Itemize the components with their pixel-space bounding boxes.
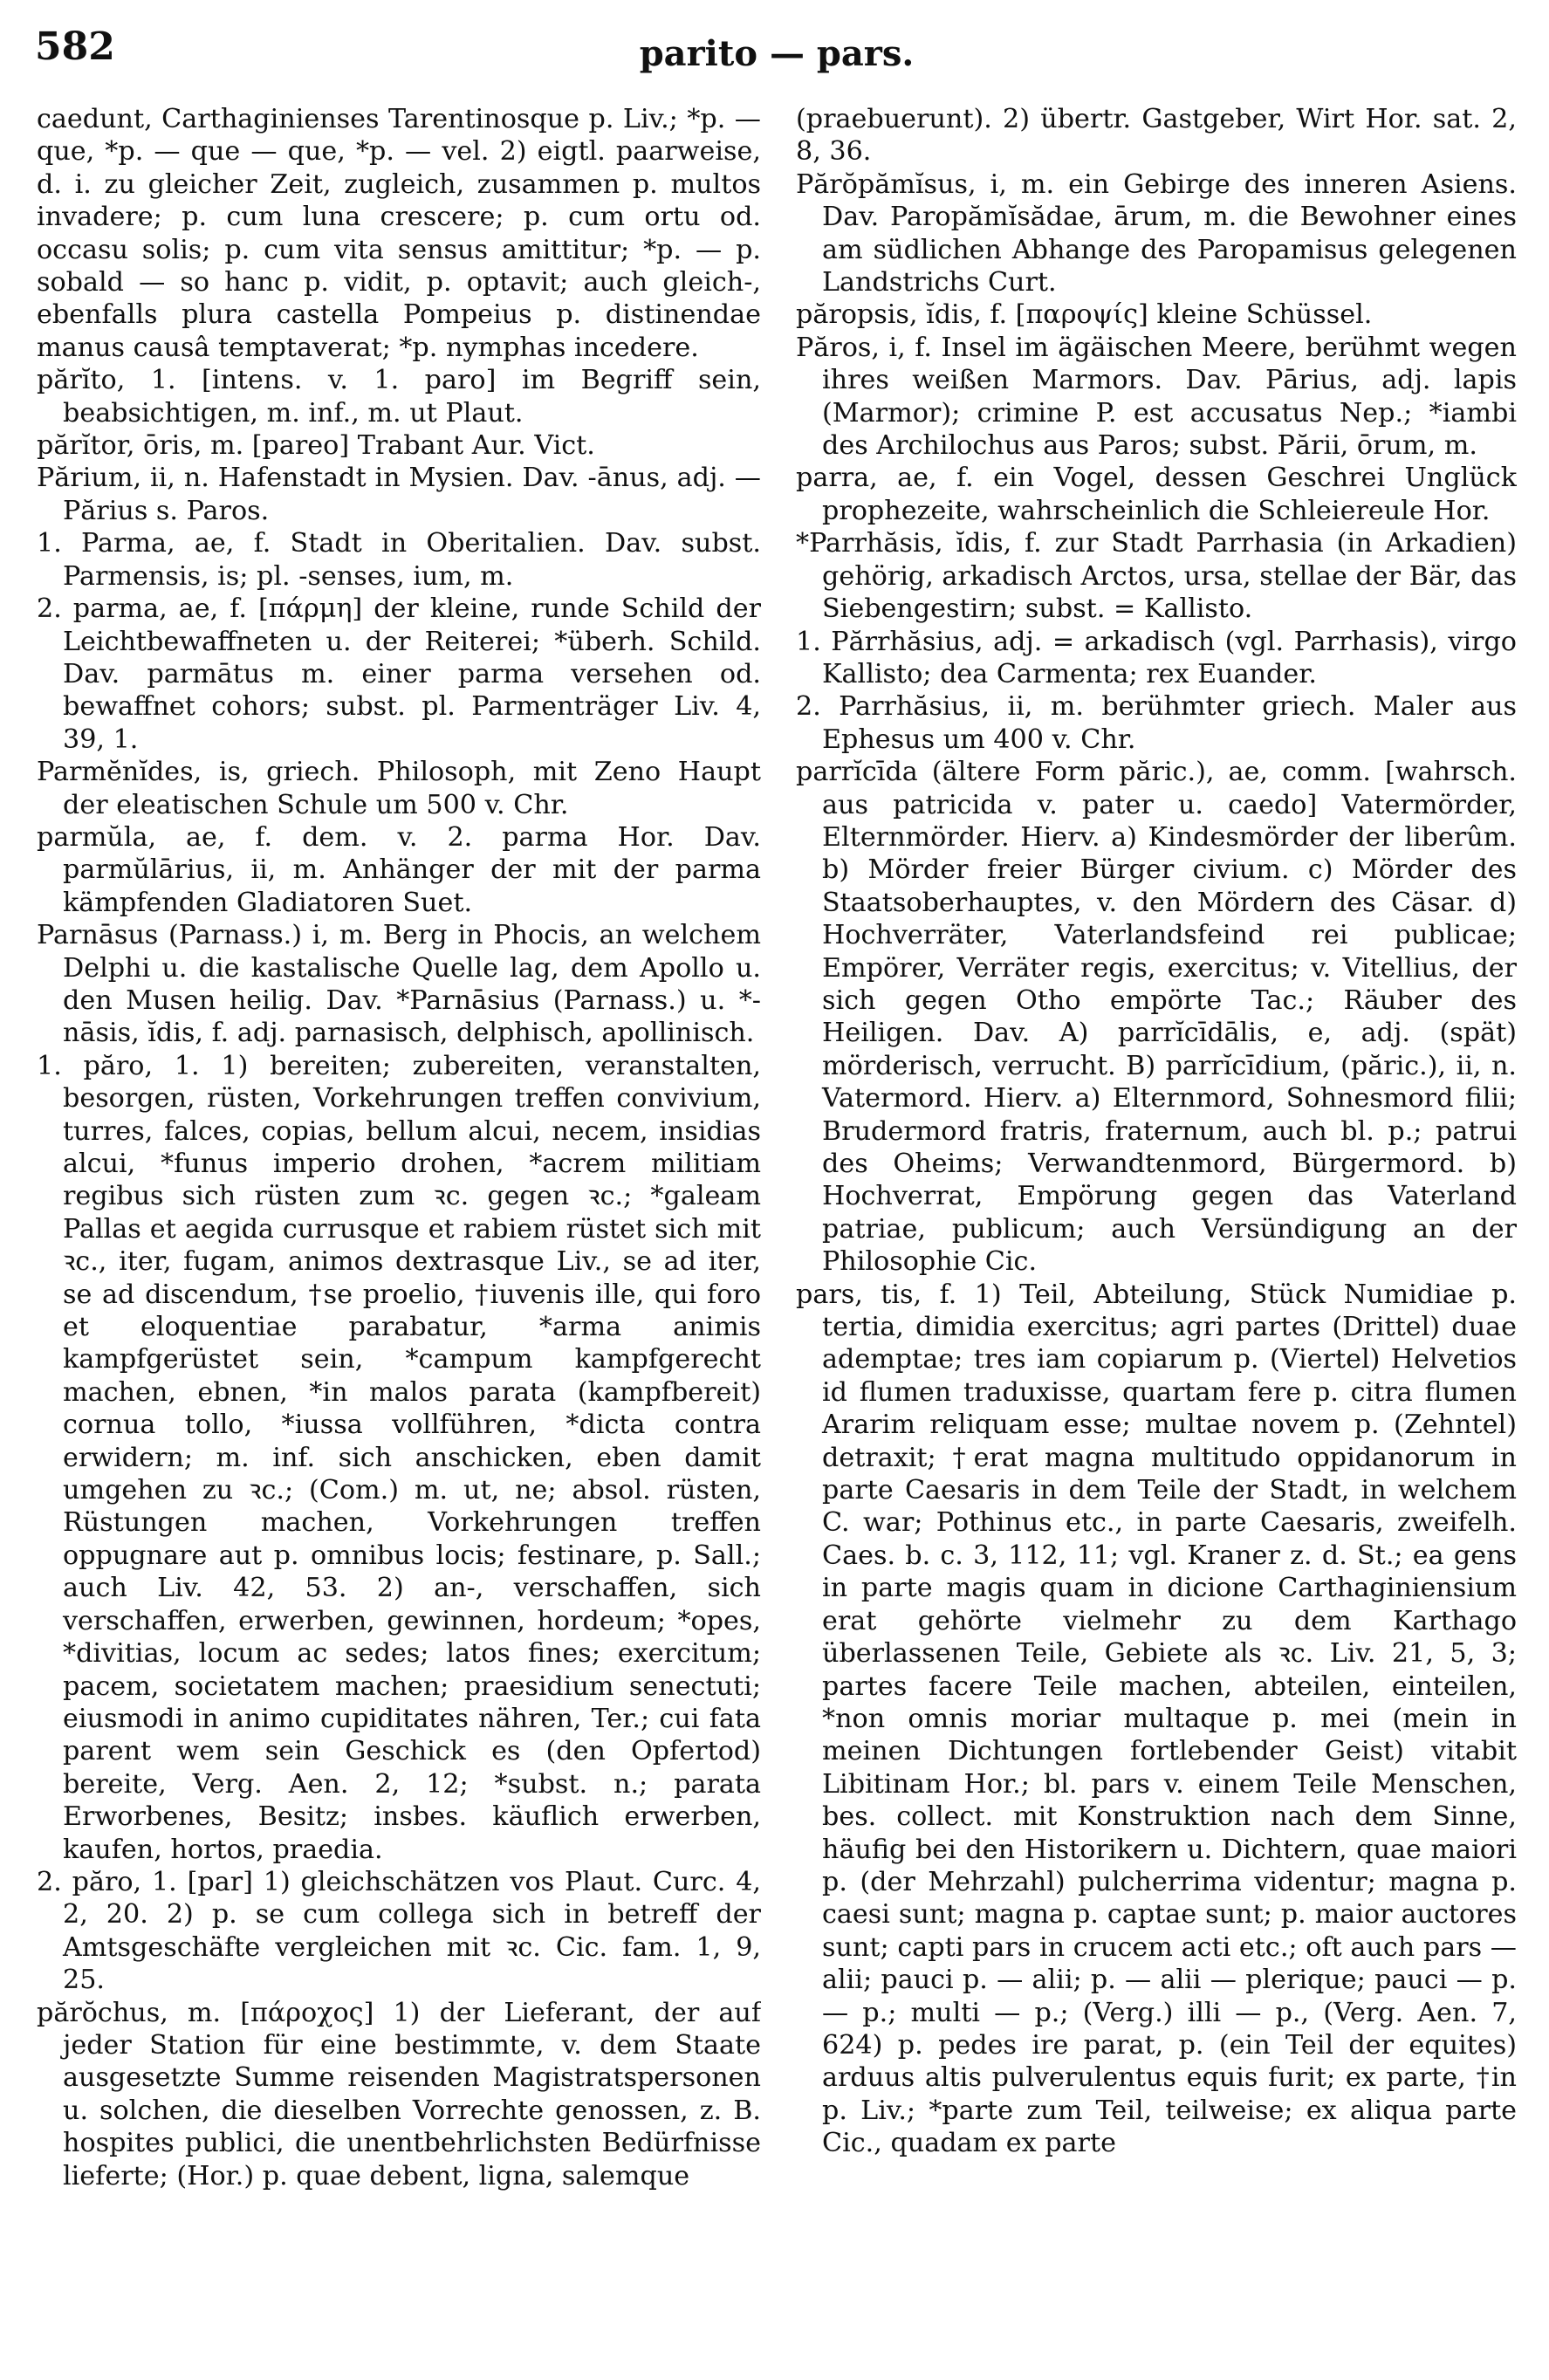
dictionary-entry: 1. păro, 1. 1) bereiten; zubereiten, veranstalten, besorgen, rüsten, Vorkehrungen treffen convivium, turres, falces, copias, bellum alcui, necem, insidias alcui, *funus imperio drohen, *acrem militiam regibus sich rüsten zum ꝛc. gegen ꝛc.; *galeam Pallas et aegida currusque et rabiem rüstet sich mit ꝛc., iter, fugam, animos dextrasque Liv., se ad iter, se ad discendum, †se proelio, †iuvenis ille, qui foro et eloquentiae parabatur, *arma animis kampfgerüstet sein, *campum kampfgerecht machen, ebnen, *in malos parata (kampfbereit) cornua tollo, *iussa vollführen, *dicta contra erwidern; m. inf. sich anschicken, eben damit umgehen zu ꝛc.; (Com.) m. ut, ne; absol. rüsten, Rüstungen machen, Vorkehrungen treffen oppugnare aut p. omnibus locis; festinare, p. Sall.; auch Liv. 42, 53. 2) an-, verschaffen, sich verschaffen, erwerben, gewinnen, hordeum; *opes, *divitias, locum ac sedes; latos fines; exercitum; pacem, societatem machen; praesidium senectuti; eiusmodi in animo cupiditates nähren, Ter.; cui fata parent wem sein Geschick es (den Opfertod) bereite, Verg. Aen. 2, 12; *subst. n.; parata Erworbenes, Besitz; insbes. käuflich erwerben, kaufen, hortos, praedia. [37, 1050, 761, 1865]
dictionary-entry: Parnāsus (Parnass.) i, m. Berg in Phocis, an welchem Delphi u. die kastalische Quelle lag, dem Apollo u. den Musen heilig. Dav. *Parnāsius (Parnass.) u. *-nāsis, ĭdis, f. adj. parnasisch, delphisch, apollinisch. [37, 920, 761, 1049]
right-column [796, 103, 1517, 2363]
dictionary-entry: părĭto, 1. [intens. v. 1. paro] im Begriff sein, beabsichtigen, m. inf., m. ut Plaut. [37, 365, 761, 429]
dictionary-entry: pars, tis, f. 1) Teil, Abteilung, Stück Numidiae p. tertia, dimidia exercitus; agri partes (Drittel) duae ademptae; tres iam copiarum p. (Viertel) Helvetios id flumen traduxisse, quartam fere p. citra flumen Ararim reliquam esse; multae novem p. (Zehntel) detraxit; †erat magna multitudo oppidanorum in parte Caesaris in dem Teile der Stadt, in welchem C. war; Pothinus etc., in parte Caesaris, zweifelh. Caes. b. c. 3, 112, 11; vgl. Kraner z. d. St.; ea gens in parte magis quam in dicione Carthaginiensium erat gehörte vielmehr zu dem Karthago überlassenen Teile, Gebiete als ꝛc. Liv. 21, 5, 3; partes facere Teile machen, abteilen, einteilen, *non omnis moriar multaque p. mei (mein in meinen Dichtungen fortlebender Geist) vitabit Libitinam Hor.; bl. pars v. einem Teile Menschen, bes. collect. mit Konstruktion nach dem Sinne, häufig bei den Historikern u. Dichtern, quae maiori p. (der Mehrzahl) pulcherrima videntur; magna p. caesi sunt; magna p. captae sunt; p. maior auctores sunt; capti pars in crucem acti etc.; oft auch pars — alii; pauci p. — alii; p. — alii — plerique; pauci — p. — p.; multi — p.; (Verg.) illi — p., (Verg. Aen. 7, 624) p. pedes ire parat, p. (ein Teil der equites) arduus altis pulverulentus equis furit; ex parte, †in p. Liv.; *parte zum Teil, teilweise; ex aliqua parte Cic., quadam ex parte [796, 1279, 1517, 2159]
dictionary-entry: părŏchus, m. [πάροχος] 1) der Lieferant, der auf jeder Station für eine bestimmte, v. dem Staate ausgesetzte Summe reisenden Magistratspersonen u. solchen, die dieselben Vorrechte genossen, z. B. hospites publici, die unentbehrlichsten Bedürfnisse lieferte; (Hor.) p. quae debent, ligna, salemque [37, 1997, 761, 2191]
dictionary-entry: păropsis, ĭdis, f. [παροψίς] kleine Schüssel. [796, 299, 1373, 331]
dictionary-entry: 2. parma, ae, f. [πάρμη] der kleine, runde Schild der Leichtbewaffneten u. der Reiterei; *überh. Schild. Dav. parmātus m. einer parma versehen od. bewaffnet cohors; subst. pl. Parmenträger Liv. 4, 39, 1. [37, 593, 761, 755]
dictionary-entry: 2. păro, 1. [par] 1) gleichschätzen vos Plaut. Curc. 4, 2, 20. 2) p. se cum collega sich in betreff der Amtsgeschäfte vergleichen mit ꝛc. Cic. fam. 1, 9, 25. [37, 1866, 761, 1996]
dictionary-entry: (praebuerunt). 2) übertr. Gastgeber, Wirt Hor. sat. 2, 8, 36. [796, 104, 1517, 168]
dictionary-entry: 2. Parrhăsius, ii, m. berühmter griech. Maler aus Ephesus um 400 v. Chr. [796, 691, 1517, 755]
dictionary-entry: 1. Parma, ae, f. Stadt in Oberitalien. Dav. subst. Parmensis, is; pl. -senses, ium, m. [37, 528, 761, 592]
dictionary-entry: parra, ae, f. ein Vogel, dessen Geschrei Unglück prophezeite, wahrscheinlich die Schleiereule Hor. [796, 463, 1517, 526]
running-head: parito — pars. [639, 33, 915, 74]
page-number: 582 [35, 24, 115, 69]
dictionary-entry: Parmĕnĭdes, is, griech. Philosoph, mit Zeno Haupt der eleatischen Schule um 500 v. Chr. [37, 757, 761, 820]
page-header [35, 24, 1518, 86]
dictionary-entry: Părŏpămĭsus, i, m. ein Gebirge des inneren Asiens. Dav. Paropămĭsădae, ārum, m. die Bewohner eines am südlichen Abhange des Paropamisus gelegenen Landstrichs Curt. [796, 168, 1517, 298]
dictionary-entry: *Parrhăsis, ĭdis, f. zur Stadt Parrhasia (in Arkadien) gehörig, arkadisch Arctos, ursa, stellae der Bär, das Siebengestirn; subst. = Kallisto. [796, 528, 1517, 625]
dictionary-entry: Părium, ii, n. Hafenstadt in Mysien. Dav. -ānus, adj. — Părius s. Paros. [37, 463, 761, 526]
dictionary-entry: parrĭcīda (ältere Form păric.), ae, comm. [wahrsch. aus patricida v. pater u. caedo] Vatermörder, Elternmörder. Hierv. a) Kindesmörder der liberûm. b) Mörder freier Bürger civium. c) Mörder des Staatsoberhauptes, v. den Mördern des Cäsar. d) Hochverräter, Vaterlandsfeind rei publicae; Empörer, Verräter regis, exercitus; v. Vitellius, der sich gegen Otho empörte Tac.; Räuber des Heiligen. Dav. A) parrĭcīdālis, e, adj. (spät) mörderisch, verrucht. B) parrĭcīdium, (păric.), ii, n. Vatermord. Hierv. a) Elternmord, Sohnesmord filii; Brudermord fratris, fraternum, auch bl. p.; patrui des Oheims; Verwandtenmord, Bürgermord. b) Hochverrat, Empörung gegen das Vaterland patriae, publicum; auch Versündigung an der Philosophie Cic. [796, 757, 1517, 1278]
dictionary-entry: caedunt, Carthaginienses Tarentinosque p. Liv.; *p. — que, *p. — que — que, *p. — vel. 2) eigtl. paarweise, d. i. zu gleicher Zeit, zugleich, zusammen p. multos invadere; p. cum luna crescere; p. cum ortu od. occasu solis; p. cum vita sensus amittitur; *p. — p. sobald — so hanc p. vidit, p. optavit; auch gleich-, ebenfalls plura castella Pompeius p. distinendae manus causâ temptaverat; *p. nymphas incedere. [37, 104, 761, 363]
dictionary-entry: 1. Părrhăsius, adj. = arkadisch (vgl. Parrhasis), virgo Kallisto; dea Carmenta; rex Euander. [796, 626, 1517, 689]
dictionary-entry: parmŭla, ae, f. dem. v. 2. parma Hor. Dav. parmŭlārius, ii, m. Anhänger der mit der parma kämpfenden Gladiatoren Suet. [37, 821, 761, 918]
dictionary-entry: părĭtor, ōris, m. [pareo] Trabant Aur. Vict. [37, 430, 595, 462]
left-column [37, 103, 761, 2363]
dictionary-entry: Păros, i, f. Insel im ägäischen Meere, berühmt wegen ihres weißen Marmors. Dav. Pārius, adj. lapis (Marmor); crimine P. est accusatus Nep.; *iambi des Archilochus aus Paros; subst. Pării, ōrum, m. [796, 332, 1517, 462]
